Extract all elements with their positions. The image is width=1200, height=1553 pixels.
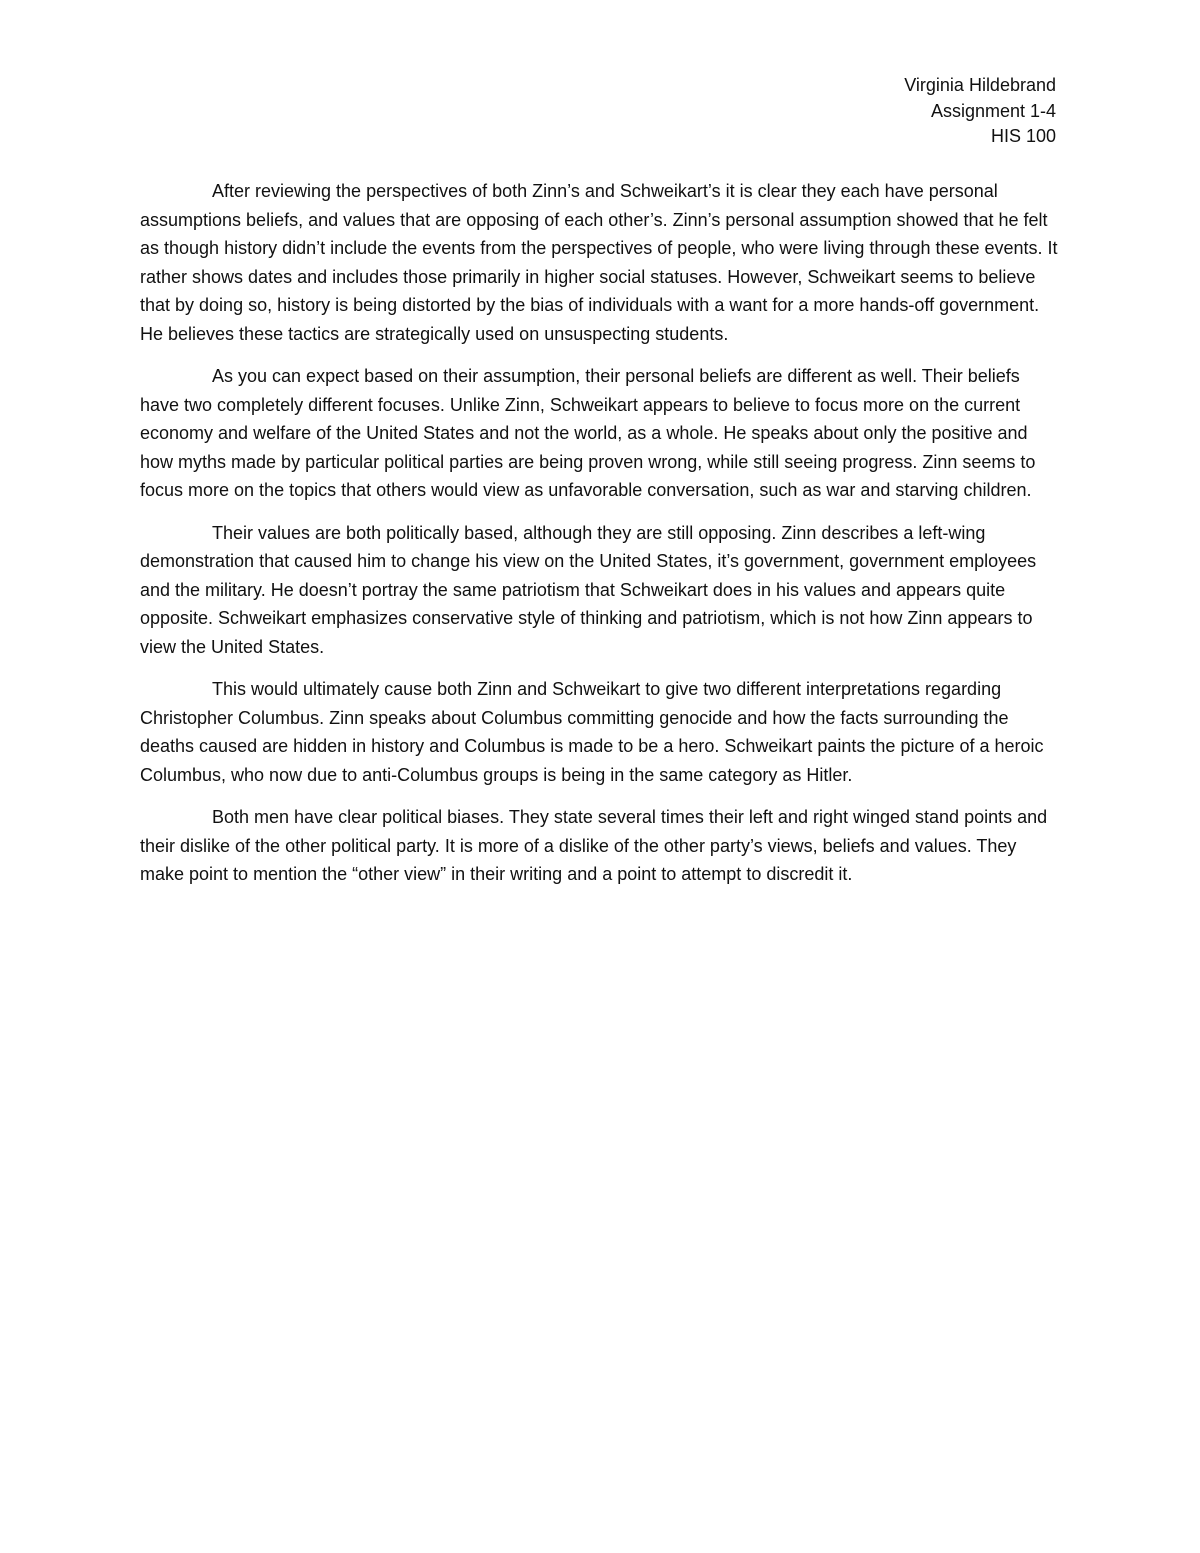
paragraph-4: This would ultimately cause both Zinn and Schweikart to give two different interpretations regarding Christopher Columbus. Zinn speaks about Columbus committing genocide and how the facts surrounding the deaths caused are hidden in history and Columbus is made to be a hero. Schweikart paints the picture of a heroic Columbus, who now due to anti-Columbus groups is being in the same category as Hitler. xyxy=(140,679,1044,785)
author-name: Virginia Hildebrand xyxy=(904,75,1056,95)
document-body xyxy=(140,177,1060,903)
document-header xyxy=(904,73,1056,150)
paragraph-1: After reviewing the perspectives of both Zinn’s and Schweikart’s it is clear they each have personal assumptions beliefs, and values that are opposing of each other’s. Zinn’s personal assumption showed that he felt as though history didn’t include the events from the perspectives of people, who were living through these events. It rather shows dates and includes those primarily in higher social statuses. However, Schweikart seems to believe that by doing so, history is being distorted by the bias of individuals with a want for a more hands-off government. He believes these tactics are strategically used on unsuspecting students. xyxy=(140,181,1058,344)
course-code: HIS 100 xyxy=(990,126,1056,146)
paragraph-2: As you can expect based on their assumption, their personal beliefs are different as well. Their beliefs have two completely different focuses. Unlike Zinn, Schweikart appears to believe to focus more on the current economy and welfare of the United States and not the world, as a whole. He speaks about only the positive and how myths made by particular political parties are being proven wrong, while still seeing progress. Zinn seems to focus more on the topics that others would view as unfavorable conversation, such as war and starving children. xyxy=(140,366,1036,500)
paragraph-3: Their values are both politically based, although they are still opposing. Zinn describes a left-wing demonstration that caused him to change his view on the United States, it’s government, government employees and the military. He doesn’t portray the same patriotism that Schweikart does in his values and appears quite opposite. Schweikart emphasizes conservative style of thinking and patriotism, which is not how Zinn appears to view the United States. xyxy=(140,522,1037,657)
assignment-title: Assignment 1-4 xyxy=(930,100,1056,121)
paragraph-5: Both men have clear political biases. They state several times their left and right winged stand points and their dislike of the other political party. It is more of a dislike of the other party’s views, beliefs and values. They make point to mention the “other view” in their writing and a point to attempt to discredit it. xyxy=(140,807,1048,884)
